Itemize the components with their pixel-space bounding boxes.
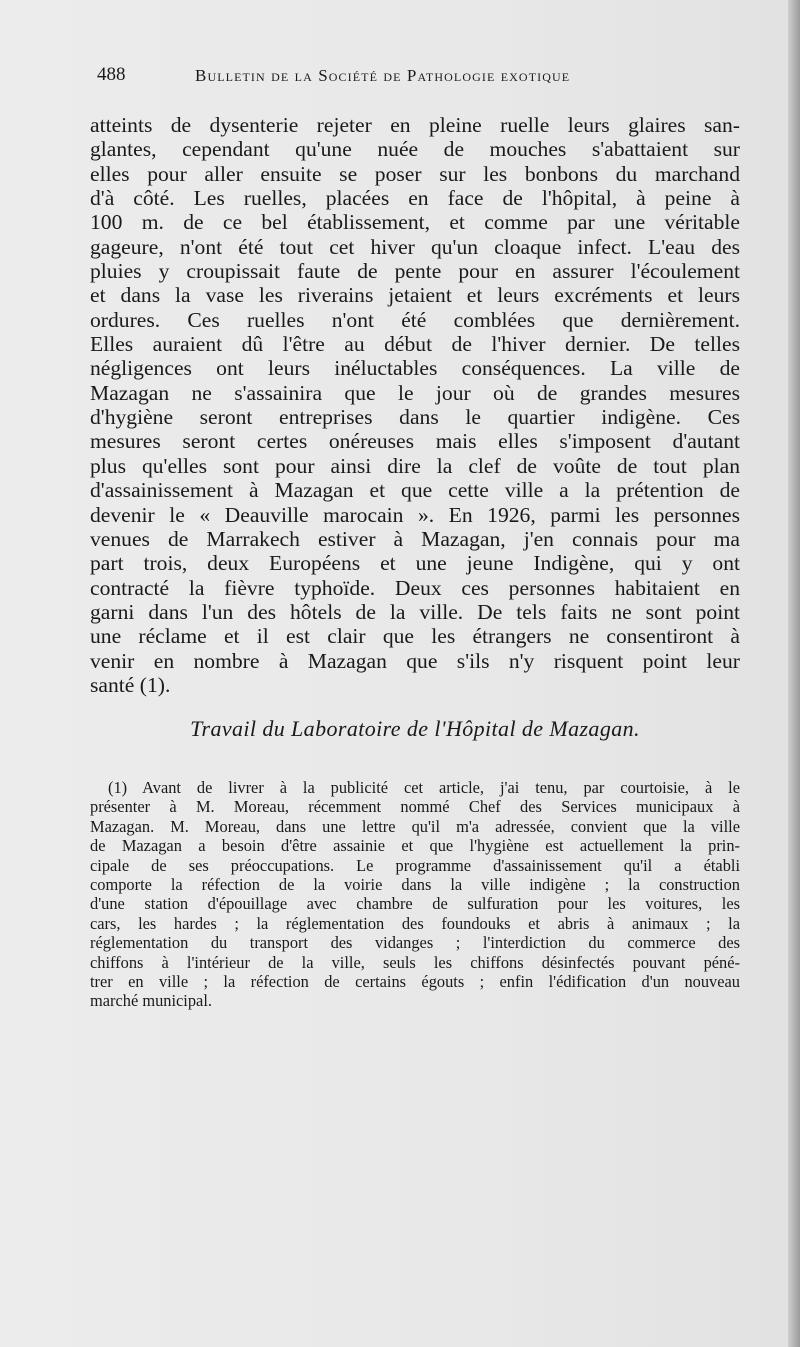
- body-line: une réclame et il est clair que les étrangers ne consentiront à: [90, 624, 740, 649]
- body-line: pluies y croupissait faute de pente pour en assurer l'écoulement: [90, 259, 740, 284]
- body-line: garni dans l'un des hôtels de la ville. De tels faits ne sont point: [90, 599, 740, 624]
- body-line: et dans la vase les riverains jetaient et leurs excréments et leurs: [90, 283, 740, 308]
- footnote-line: réglementation du transport des vidanges ; l'interdiction du commerce des: [90, 933, 740, 953]
- body-line: gageure, n'ont été tout cet hiver qu'un cloaque infect. L'eau des: [90, 234, 740, 259]
- body-line: devenir le « Deauville marocain ». En 1926, parmi les personnes: [90, 502, 740, 527]
- footnote-line: cars, les hardes ; la réglementation des foundouks et abris à animaux ; la: [90, 913, 740, 933]
- body-line: Mazagan ne s'assainira que le jour où de grandes mesures: [90, 380, 740, 405]
- footnote-line: chiffons à l'intérieur de la ville, seuls les chiffons désinfectés pouvant péné-: [90, 952, 740, 972]
- body-line: venir en nombre à Mazagan que s'ils n'y risquent point leur: [90, 648, 740, 673]
- body-text: [90, 113, 740, 697]
- footnote-line: marché municipal.: [90, 991, 212, 1011]
- journal-title: Bulletin de la Société de Pathologie exotique: [195, 66, 571, 85]
- body-line: d'hygiène seront entreprises dans le quartier indigène. Ces: [90, 405, 740, 430]
- body-line: ordures. Ces ruelles n'ont été comblées que dernièrement.: [90, 307, 740, 332]
- body-line: part trois, deux Européens et une jeune Indigène, qui y ont: [90, 551, 740, 576]
- running-header: [97, 64, 737, 90]
- body-line: d'assainissement à Mazagan et que cette ville a la prétention de: [90, 478, 740, 503]
- body-line: glantes, cependant qu'une nuée de mouches s'abattaient sur: [90, 137, 740, 162]
- page-number: 488: [97, 64, 126, 85]
- footnote-line: cipale de ses préoccupations. Le programme d'assainissement qu'il a établi: [90, 855, 740, 875]
- footnote-line: d'une station d'épouillage avec chambre de sulfuration pour les voitures, les: [90, 894, 740, 914]
- footnote: [90, 778, 740, 1011]
- footnote-line: trer en ville ; la réfection de certains égouts ; enfin l'édification d'un nouveau: [90, 971, 740, 991]
- page-edge-shadow: [788, 0, 800, 1347]
- body-line: plus qu'elles sont pour ainsi dire la clef de voûte de tout plan: [90, 453, 740, 478]
- footnote-line: comporte la réfection de la voirie dans la ville indigène ; la construction: [90, 874, 740, 894]
- body-line: 100 m. de ce bel établissement, et comme par une véritable: [90, 210, 740, 235]
- body-line: Elles auraient dû l'être au début de l'hiver dernier. De telles: [90, 332, 740, 357]
- footnote-line: Mazagan. M. Moreau, dans une lettre qu'il m'a adressée, convient que la ville: [90, 816, 740, 836]
- body-line: atteints de dysenterie rejeter en pleine ruelle leurs glaires san-: [90, 113, 740, 137]
- body-line: santé (1).: [90, 672, 171, 697]
- footnote-line: de Mazagan a besoin d'être assainie et que l'hygiène est actuellement la prin-: [90, 836, 740, 856]
- body-line: venues de Marrakech estiver à Mazagan, j'en connais pour ma: [90, 526, 740, 551]
- body-line: elles pour aller ensuite se poser sur les bonbons du marchand: [90, 161, 740, 186]
- body-line: négligences ont leurs inéluctables conséquences. La ville de: [90, 356, 740, 381]
- body-line: d'à côté. Les ruelles, placées en face de l'hôpital, à peine à: [90, 186, 740, 211]
- footnote-line: (1) Avant de livrer à la publicité cet article, j'ai tenu, par courtoisie, à le: [108, 778, 740, 797]
- footnote-line: présenter à M. Moreau, récemment nommé Chef des Services municipaux à: [90, 797, 740, 817]
- body-line: mesures seront certes onéreuses mais elles s'imposent d'autant: [90, 429, 740, 454]
- laboratory-signature: Travail du Laboratoire de l'Hôpital de Mazagan.: [190, 716, 640, 741]
- body-line: contracté la fièvre typhoïde. Deux ces personnes habitaient en: [90, 575, 740, 600]
